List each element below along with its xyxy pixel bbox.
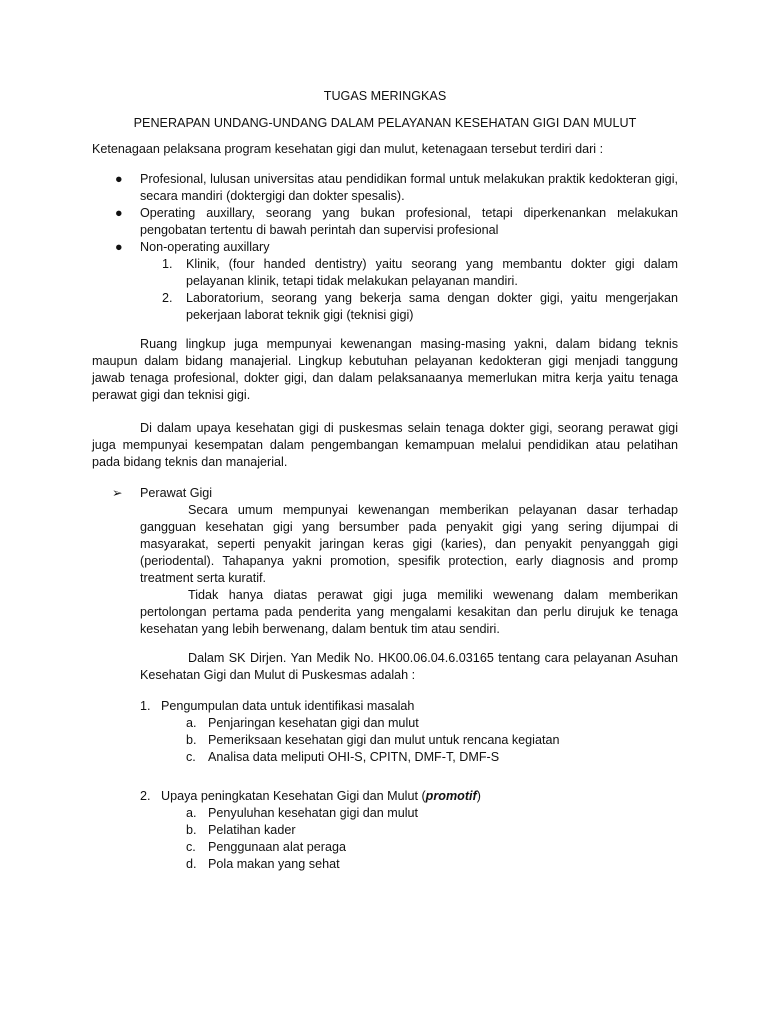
- list-item-text: Penyuluhan kesehatan gigi dan mulut: [208, 806, 419, 820]
- section-number: 2.: [140, 789, 151, 803]
- intro-paragraph: Ketenagaan pelaksana program kesehatan gigi dan mulut, ketenagaan tersebut terdiri dari :: [92, 142, 604, 156]
- list-item: [92, 171, 678, 205]
- list-letter: a.: [186, 716, 197, 730]
- bullet-icon: ●: [115, 172, 123, 186]
- perawat-paragraph: Tidak hanya diatas perawat gigi juga memiliki wewenang dalam memberikan pertolongan pertama pada penderita yang mengalami kesakitan dan perlu dirujuk ke tenaga kesehatan yang lebih berwenang, dalam bentuk tim atau sendiri.: [140, 588, 678, 636]
- list-item-text: Pemeriksaan kesehatan gigi dan mulut untuk rencana kegiatan: [208, 733, 560, 747]
- section-title-em: promotif: [425, 789, 477, 803]
- list-item-text: Operating auxillary, seorang yang bukan profesional, tetapi diperkenankan melakukan pengobatan tertentu di bawah perintah dan supervisi profesional: [140, 206, 678, 237]
- list-item: [92, 732, 678, 749]
- bullet-icon: ●: [115, 206, 123, 220]
- list-item: [92, 822, 678, 839]
- list-item-text: Pola makan yang sehat: [208, 857, 340, 871]
- heading-text: Perawat Gigi: [140, 486, 213, 500]
- list-letter: a.: [186, 806, 197, 820]
- data-collection-list: [92, 715, 678, 766]
- list-item-text: Laboratorium, seorang yang bekerja sama dengan dokter gigi, yaitu mengerjakan pekerjaan laborat teknik gigi (teknisi gigi): [186, 291, 678, 322]
- list-letter: b.: [186, 823, 197, 837]
- list-item: [92, 239, 678, 256]
- document-subtitle: PENERAPAN UNDANG-UNDANG DALAM PELAYANAN KESEHATAN GIGI DAN MULUT: [133, 116, 637, 130]
- list-letter: c.: [186, 750, 196, 764]
- list-item-text: Analisa data meliputi OHI-S, CPITN, DMF-T, DMF-S: [208, 750, 500, 764]
- list-letter: c.: [186, 840, 196, 854]
- document-title: TUGAS MERINGKAS: [323, 89, 447, 103]
- list-item-text: Pelatihan kader: [208, 823, 296, 837]
- list-item: [92, 805, 678, 822]
- perawat-gigi-heading: [92, 485, 678, 502]
- list-item: [92, 749, 678, 766]
- promotive-list: [92, 805, 678, 873]
- section-title: Pengumpulan data untuk identifikasi masalah: [161, 699, 415, 713]
- sk-paragraph: Dalam SK Dirjen. Yan Medik No. HK00.06.04.6.03165 tentang cara pelayanan Asuhan Kesehatan Gigi dan Mulut di Puskesmas adalah :: [140, 651, 678, 682]
- list-item: [92, 290, 678, 324]
- puskesmas-paragraph: Di dalam upaya kesehatan gigi di puskesmas selain tenaga dokter gigi, seorang perawat gigi juga mempunyai kesempatan dalam pengembangan kemampuan melalui pendidikan atau pelatihan pada bidang teknis dan manajerial.: [92, 421, 678, 469]
- list-item-text: Penggunaan alat peraga: [208, 840, 346, 854]
- perawat-gigi-body: [92, 502, 678, 638]
- scope-paragraph: Ruang lingkup juga mempunyai kewenangan masing-masing yakni, dalam bidang teknis maupun dalam bidang manajerial. Lingkup kebutuhan pelayanan kedokteran gigi menjadi tanggung jawab tenaga profesional, dokter gigi, dan dalam pelaksanaanya memerlukan mitra kerja yaitu tenaga perawat gigi dan teknisi gigi.: [92, 337, 678, 402]
- list-letter: d.: [186, 857, 197, 871]
- list-number: 2.: [162, 291, 173, 305]
- non-operating-list: [92, 256, 678, 324]
- section-title-pre: Upaya peningkatan Kesehatan Gigi dan Mulut (: [161, 789, 426, 803]
- list-item: [92, 839, 678, 856]
- section-title-post: ): [476, 789, 481, 803]
- section-number: 1.: [140, 699, 151, 713]
- list-letter: b.: [186, 733, 197, 747]
- list-item-text: Klinik, (four handed dentistry) yaitu seorang yang membantu dokter gigi dalam pelayanan klinik, tetapi tidak melakukan pelayanan mandiri.: [186, 257, 678, 288]
- arrow-bullet-icon: ➢: [112, 486, 123, 500]
- bullet-icon: ●: [115, 240, 123, 254]
- list-item-text: Non-operating auxillary: [140, 240, 270, 254]
- staff-type-list: [92, 171, 678, 256]
- list-item: [92, 256, 678, 290]
- perawat-gigi-section: [92, 485, 678, 638]
- list-item: [92, 715, 678, 732]
- perawat-paragraph: Secara umum mempunyai kewenangan memberikan pelayanan dasar terhadap gangguan kesehatan gigi yang bersumber pada penyakit gigi yang sering dijumpai di masyarakat, seperti penyakit jaringan keras gigi (karies), dan penyakit penyanggah gigi (periodental). Tahapanya yakni promotion, spesifik protection, early diagnosis and promp treatment serta kuratif.: [140, 503, 678, 585]
- section-data-collection: [92, 698, 678, 715]
- list-item: [92, 205, 678, 239]
- section-promotive: [92, 788, 678, 805]
- list-number: 1.: [162, 257, 173, 271]
- list-item-text: Penjaringan kesehatan gigi dan mulut: [208, 716, 419, 730]
- list-item-text: Profesional, lulusan universitas atau pendidikan formal untuk melakukan praktik kedokteran gigi, secara mandiri (doktergigi dan dokter spesalis).: [140, 172, 678, 203]
- list-item: [92, 856, 678, 873]
